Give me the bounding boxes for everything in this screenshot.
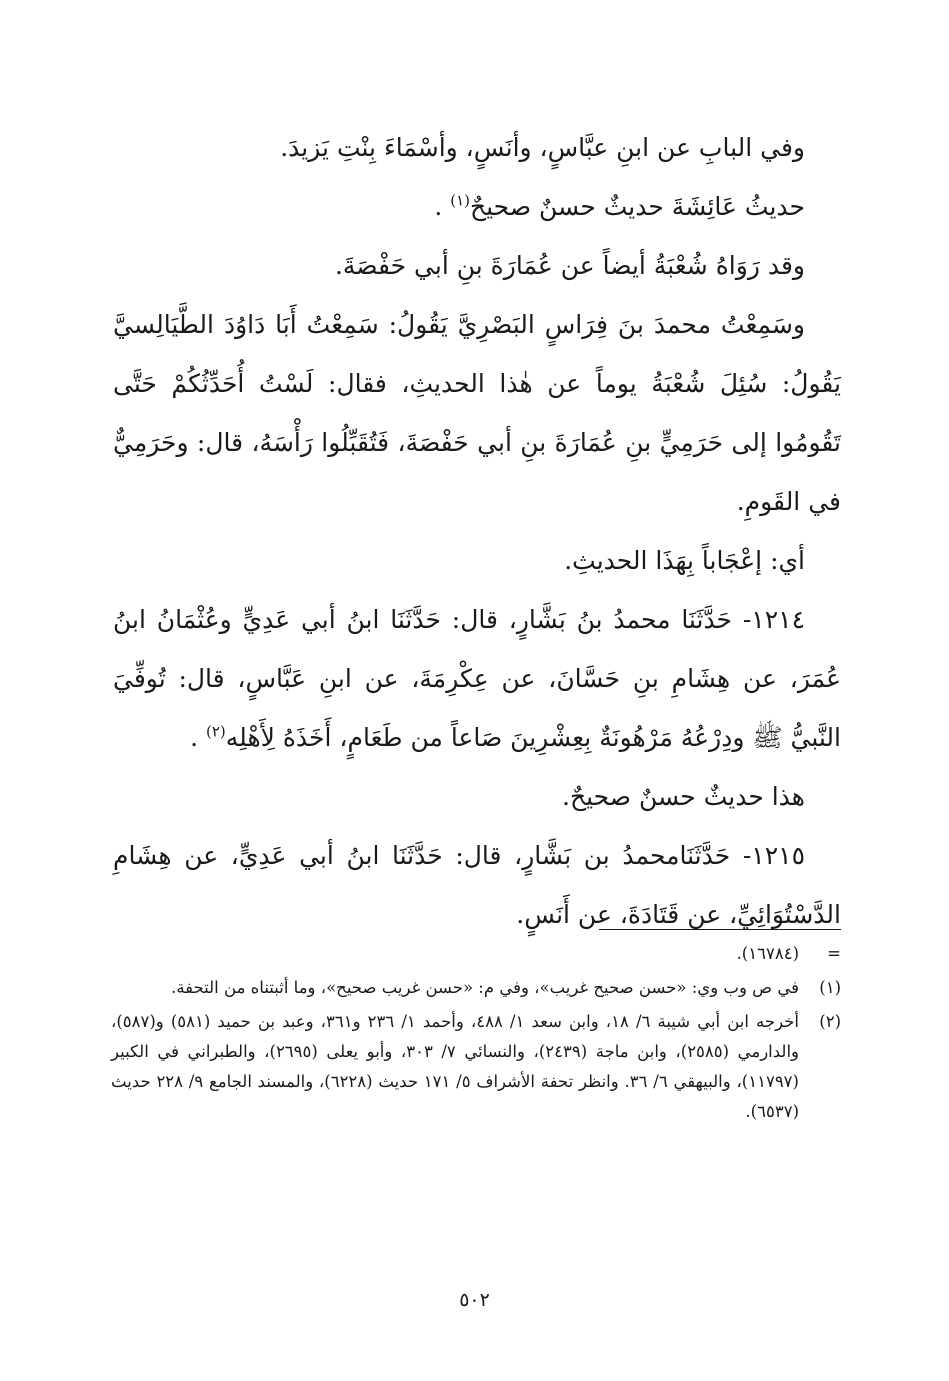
footnotes-block [111,939,841,1131]
grading-end: . [434,192,451,221]
footnote-1-number: (١) [819,978,841,997]
paragraph-abu-dawud-story: وسَمِعْتُ محمدَ بنَ فِرَاسٍ البَصْرِيَّ يَقُولُ: سَمِعْتُ أَبَا دَاوُدَ الطَّيَالِسيَّ يَقُولُ: سُئِلَ شُعْبَةُ يوماً عن هٰذا الحديثِ، فقال: لَسْتُ أُحَدِّثُكُمْ حَتَّى تَقُومُوا إلى حَرَمِيٍّ بنِ عُمَارَةَ بنِ أبي حَفْصَةَ، فَتُقَبِّلُوا رَأْسَهُ، قال: وحَرَمِيٌّ في القَومِ. [113,310,841,516]
footnote-continuation [111,939,841,969]
continuation-mark: = [827,944,841,963]
hadith-1214-end: . [190,723,206,752]
main-text-block [113,118,841,944]
footnote-ref-1: (١) [450,191,470,210]
paragraph-grading [113,177,841,236]
footnote-1-text: في ص وب وي: «حسن صحيح غريب»، وفي م: «حسن غريب صحيح»، وما أثبتناه من التحفة. [171,978,799,997]
page-number: ٥٠٢ [459,1289,490,1311]
paragraph-shuba-narration: وقد رَوَاهُ شُعْبَةُ أيضاً عن عُمَارَةَ بنِ أبي حَفْصَةَ. [334,251,805,280]
paragraph-admiration-note: أي: إعْجَاباً بِهَذَا الحديثِ. [564,546,805,575]
hadith-1214-text: ١٢١٤- حَدَّثَنَا محمدُ بنُ بَشَّارٍ، قال: حَدَّثَنَا ابنُ أبي عَدِيٍّ وعُثْمَانُ ابنُ عُمَرَ، عن هِشَامِ بنِ حَسَّانَ، عن عِكْرِمَةَ، عن ابنِ عَبَّاسٍ، قال: تُوفِّيَ النَّبيُّ ﷺ ودِرْعُهُ مَرْهُونَةٌ بِعِشْرِينَ صَاعاً من طَعَامٍ، أَخَذَهُ لِأَهْلِه [113,605,841,752]
footnote-1 [111,973,841,1003]
footnote-separator [599,929,841,930]
grading-text: حديثُ عَائِشَةَ حديثٌ حسنٌ صحيحٌ [470,192,805,221]
paragraph-chapter-note: وفي البابِ عن ابنِ عبَّاسٍ، وأنَسٍ، وأسْمَاءَ بِنْتِ يَزيدَ. [280,133,805,162]
hadith-1214 [113,590,841,767]
footnote-2-number: (٢) [819,1012,841,1031]
hadith-1214-grading: هذا حديثٌ حسنٌ صحيحٌ. [562,782,805,811]
hadith-1215: ١٢١٥- حَدَّثَنَامحمدُ بن بَشَّارٍ، قال: حَدَّثَنَا ابنُ أبي عَدِيٍّ، عن هِشَامِ الدَّسْتُوَائِيِّ، عن قَتَادَةَ، عن أَنَسٍ. [113,841,841,929]
footnote-2 [111,1007,841,1127]
footnote-2-text: أخرجه ابن أبي شيبة ٦/ ١٨، وابن سعد ١/ ٤٨٨، وأحمد ١/ ٢٣٦ و٣٦١، وعبد بن حميد (٥٨١) و(٥٨٧)، والدارمي (٢٥٨٥)، وابن ماجة (٢٤٣٩)، والنسائي ٧/ ٣٠٣، وأبو يعلى (٢٦٩٥)، والطبراني في الكبير (١١٧٩٧)، والبيهقي ٦/ ٣٦. وانظر تحفة الأشراف ٥/ ١٧١ حديث (٦٢٢٨)، والمسند الجامع ٩/ ٢٢٨ حديث (٦٥٣٧). [111,1012,799,1121]
footnote-ref-2: (٢) [205,722,226,741]
continuation-text: (١٦٧٨٤). [736,944,799,963]
